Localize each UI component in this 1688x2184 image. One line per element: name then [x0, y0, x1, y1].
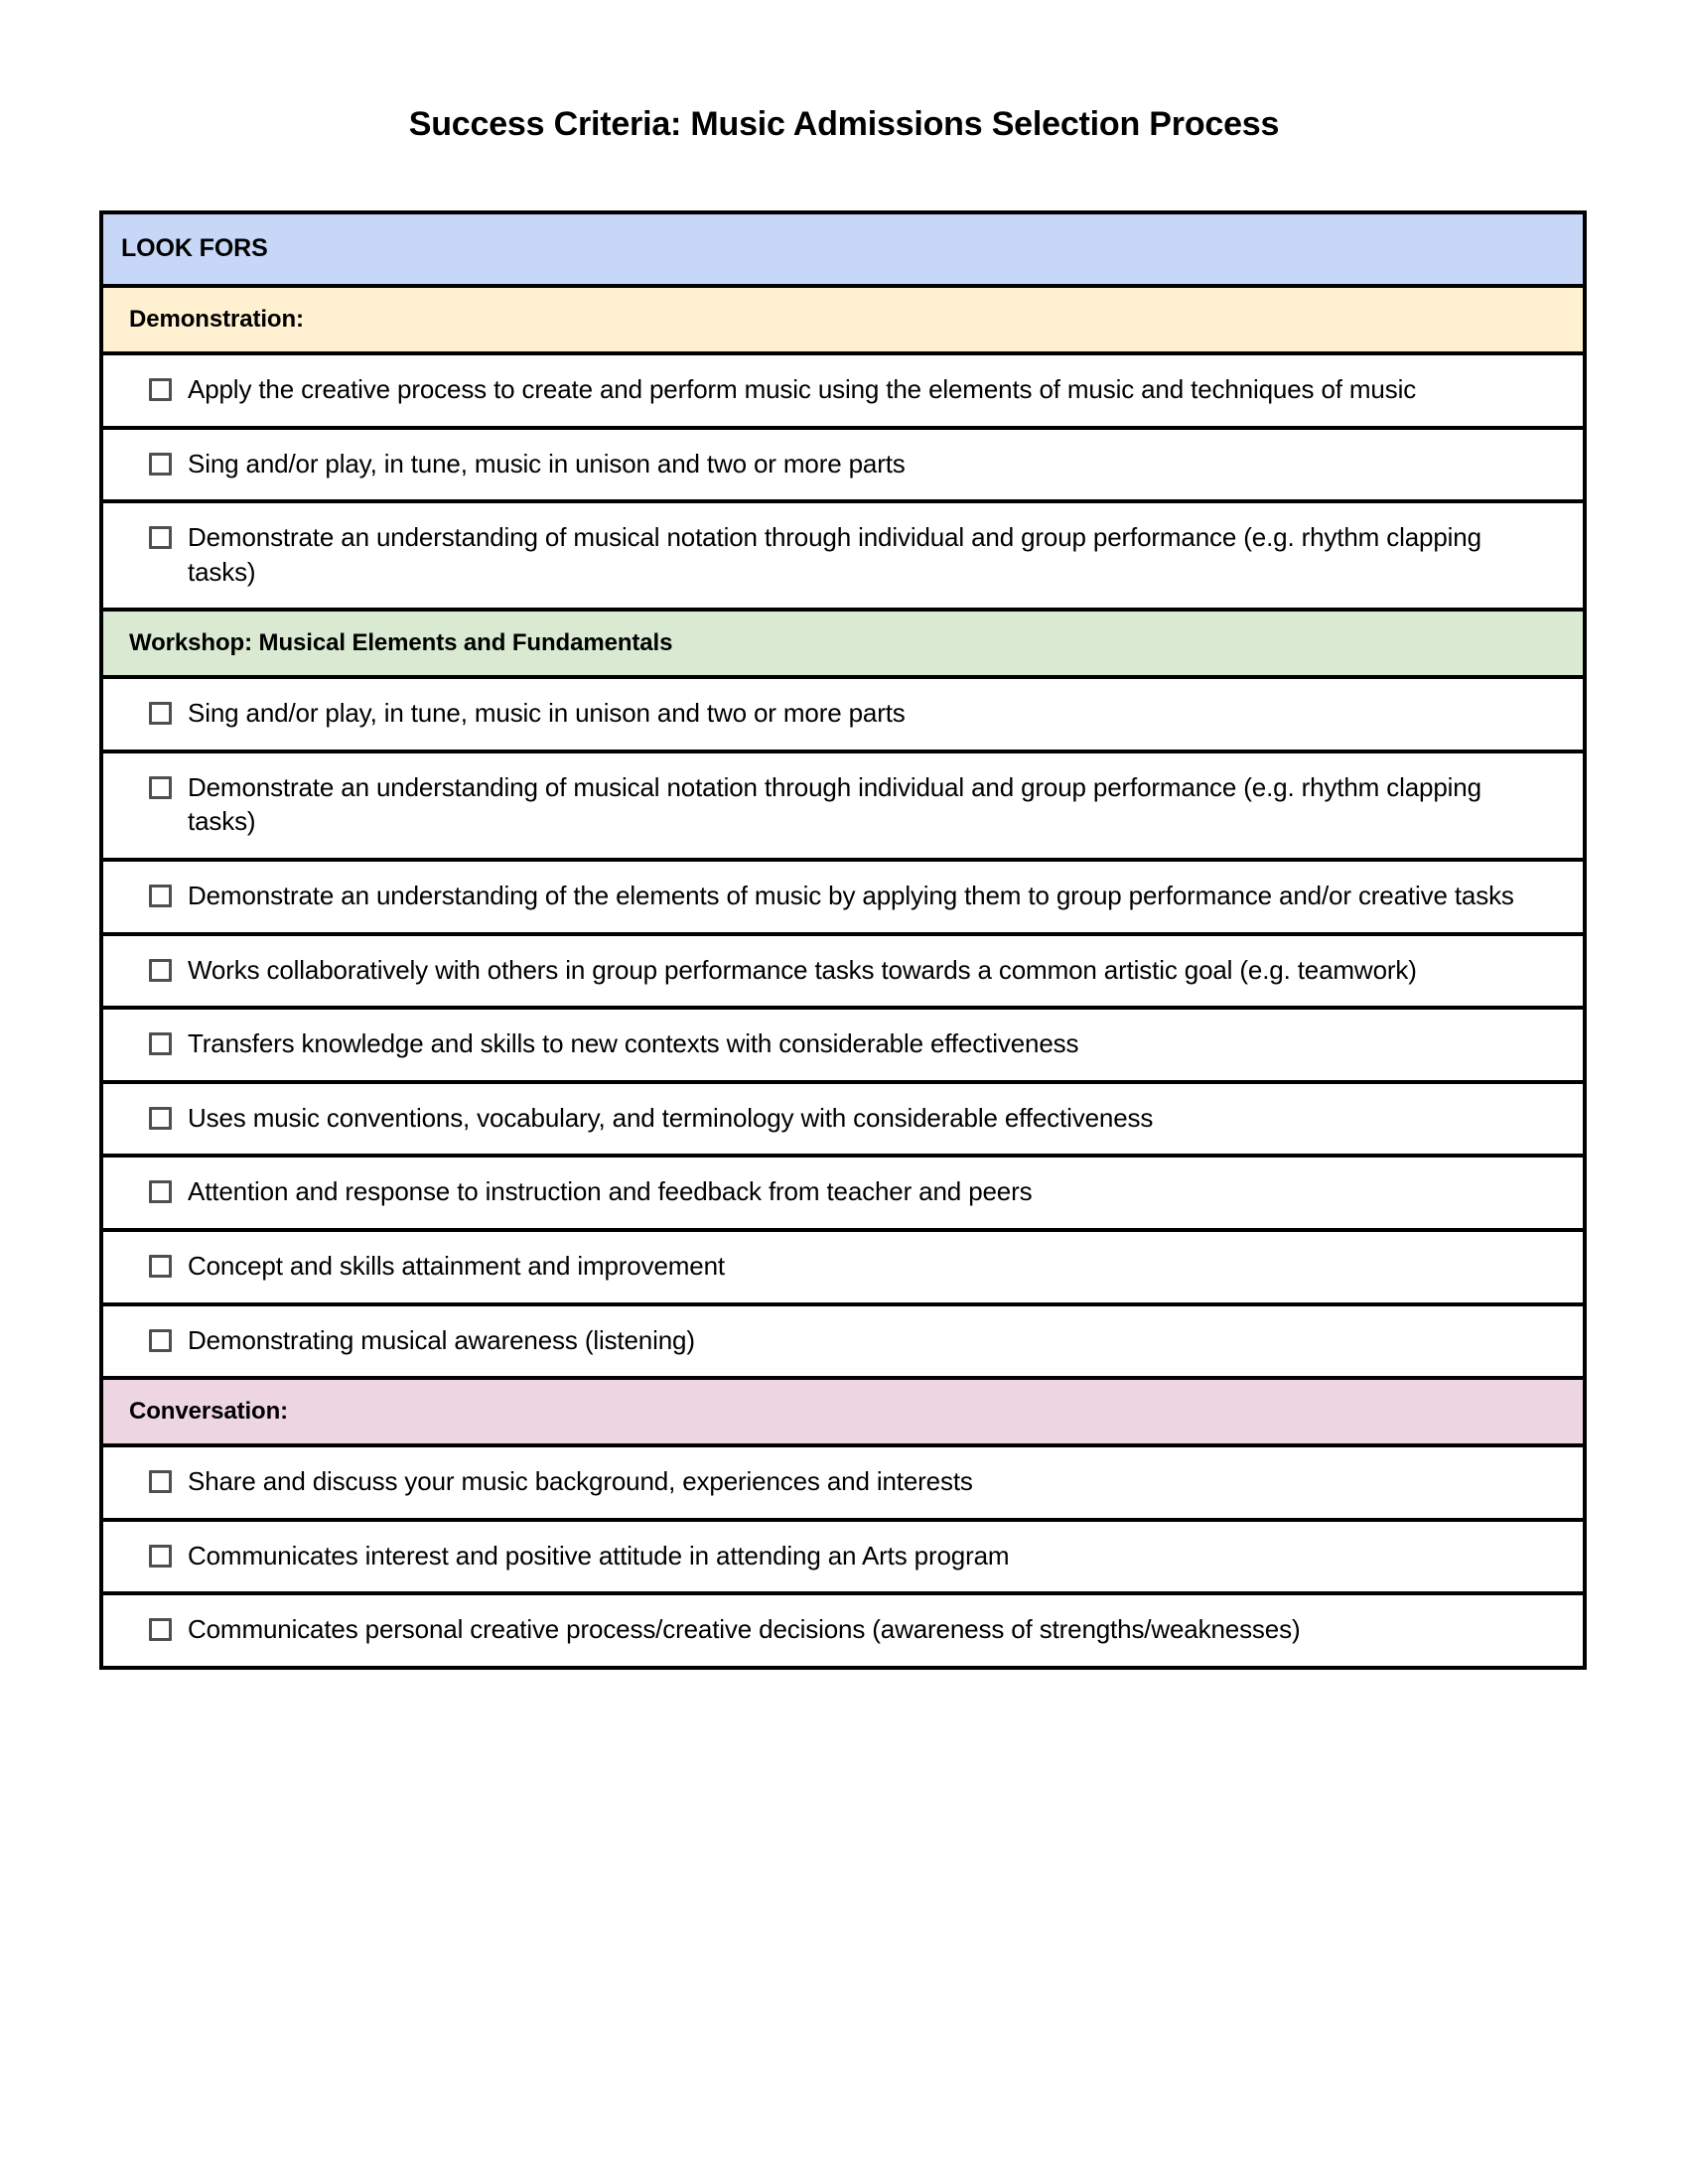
- checkbox-icon[interactable]: [149, 1107, 172, 1130]
- criteria-row: [103, 1084, 1583, 1159]
- criteria-row: [103, 679, 1583, 753]
- criteria-row: [103, 1522, 1583, 1596]
- criteria-text: Communicates personal creative process/creative decisions (awareness of strengths/weaknesses): [188, 1614, 1301, 1645]
- criteria-item[interactable]: [103, 355, 1583, 426]
- table-header-row: [103, 214, 1583, 288]
- table-body: [103, 288, 1583, 1666]
- criteria-row: [103, 1010, 1583, 1084]
- criteria-item[interactable]: [103, 1010, 1583, 1080]
- checkbox-icon[interactable]: [149, 1618, 172, 1641]
- criteria-row: [103, 1306, 1583, 1381]
- criteria-text: Demonstrate an understanding of musical notation through individual and group performance (e.g. rhythm clapping tasks): [188, 771, 1481, 837]
- checkbox-icon[interactable]: [149, 1470, 172, 1493]
- checkbox-icon[interactable]: [149, 1180, 172, 1203]
- criteria-item[interactable]: [103, 1158, 1583, 1228]
- look-fors-label: LOOK FORS: [121, 234, 268, 263]
- section-heading-label: Conversation:: [129, 1398, 289, 1426]
- criteria-item[interactable]: [103, 1447, 1583, 1518]
- criteria-row: [103, 355, 1583, 430]
- criteria-item[interactable]: [103, 1232, 1583, 1302]
- criteria-row: [103, 862, 1583, 936]
- criteria-item[interactable]: [103, 753, 1583, 858]
- criteria-row: [103, 430, 1583, 504]
- criteria-text: Concept and skills attainment and improvement: [188, 1250, 725, 1281]
- criteria-item[interactable]: [103, 430, 1583, 500]
- checkbox-icon[interactable]: [149, 453, 172, 476]
- section-heading-label: Demonstration:: [129, 306, 304, 333]
- look-fors-header: [103, 214, 1583, 284]
- checkbox-icon[interactable]: [149, 702, 172, 725]
- criteria-text: Attention and response to instruction and feedback from teacher and peers: [188, 1176, 1033, 1207]
- criteria-item[interactable]: [103, 1084, 1583, 1155]
- criteria-text: Sing and/or play, in tune, music in unison and two or more parts: [188, 698, 906, 729]
- criteria-item[interactable]: [103, 936, 1583, 1007]
- criteria-text: Uses music conventions, vocabulary, and terminology with considerable effectiveness: [188, 1102, 1154, 1133]
- criteria-text: Communicates interest and positive attitude in attending an Arts program: [188, 1540, 1010, 1570]
- criteria-row: [103, 1158, 1583, 1232]
- checkbox-icon[interactable]: [149, 1545, 172, 1568]
- criteria-row: [103, 936, 1583, 1011]
- page-title: Success Criteria: Music Admissions Selection Process: [408, 105, 1280, 143]
- criteria-text: Share and discuss your music background, experiences and interests: [188, 1466, 973, 1497]
- section-heading-label: Workshop: Musical Elements and Fundamentals: [129, 629, 673, 657]
- criteria-text: Apply the creative process to create and perform music using the elements of music and techniques of music: [188, 374, 1417, 404]
- criteria-item[interactable]: [103, 679, 1583, 750]
- criteria-row: [103, 753, 1583, 862]
- criteria-text: Demonstrate an understanding of the elements of music by applying them to group performance and/or creative tasks: [188, 881, 1514, 911]
- criteria-text: Demonstrating musical awareness (listening): [188, 1324, 695, 1355]
- section-header-row: [103, 1380, 1583, 1447]
- criteria-item[interactable]: [103, 1522, 1583, 1592]
- success-criteria-table: [99, 210, 1587, 1670]
- section-header-2: [103, 1380, 1583, 1443]
- checkbox-icon[interactable]: [149, 959, 172, 982]
- checkbox-icon[interactable]: [149, 885, 172, 907]
- section-header-row: [103, 612, 1583, 679]
- criteria-item[interactable]: [103, 1595, 1583, 1666]
- section-header-0: [103, 288, 1583, 351]
- checkbox-icon[interactable]: [149, 526, 172, 549]
- criteria-text: Demonstrate an understanding of musical notation through individual and group performance (e.g. rhythm clapping tasks): [188, 522, 1481, 587]
- criteria-text: Transfers knowledge and skills to new contexts with considerable effectiveness: [188, 1028, 1079, 1059]
- criteria-item[interactable]: [103, 1306, 1583, 1377]
- criteria-text: Works collaboratively with others in group performance tasks towards a common artistic goal (e.g. teamwork): [188, 954, 1417, 985]
- checkbox-icon[interactable]: [149, 1255, 172, 1278]
- checkbox-icon[interactable]: [149, 1329, 172, 1352]
- checkbox-icon[interactable]: [149, 378, 172, 401]
- criteria-row: [103, 503, 1583, 612]
- criteria-row: [103, 1232, 1583, 1306]
- checkbox-icon[interactable]: [149, 1032, 172, 1055]
- criteria-row: [103, 1595, 1583, 1666]
- criteria-row: [103, 1447, 1583, 1522]
- section-header-row: [103, 288, 1583, 355]
- checkbox-icon[interactable]: [149, 776, 172, 799]
- section-header-1: [103, 612, 1583, 675]
- criteria-text: Sing and/or play, in tune, music in unison and two or more parts: [188, 448, 906, 478]
- criteria-item[interactable]: [103, 862, 1583, 932]
- criteria-item[interactable]: [103, 503, 1583, 608]
